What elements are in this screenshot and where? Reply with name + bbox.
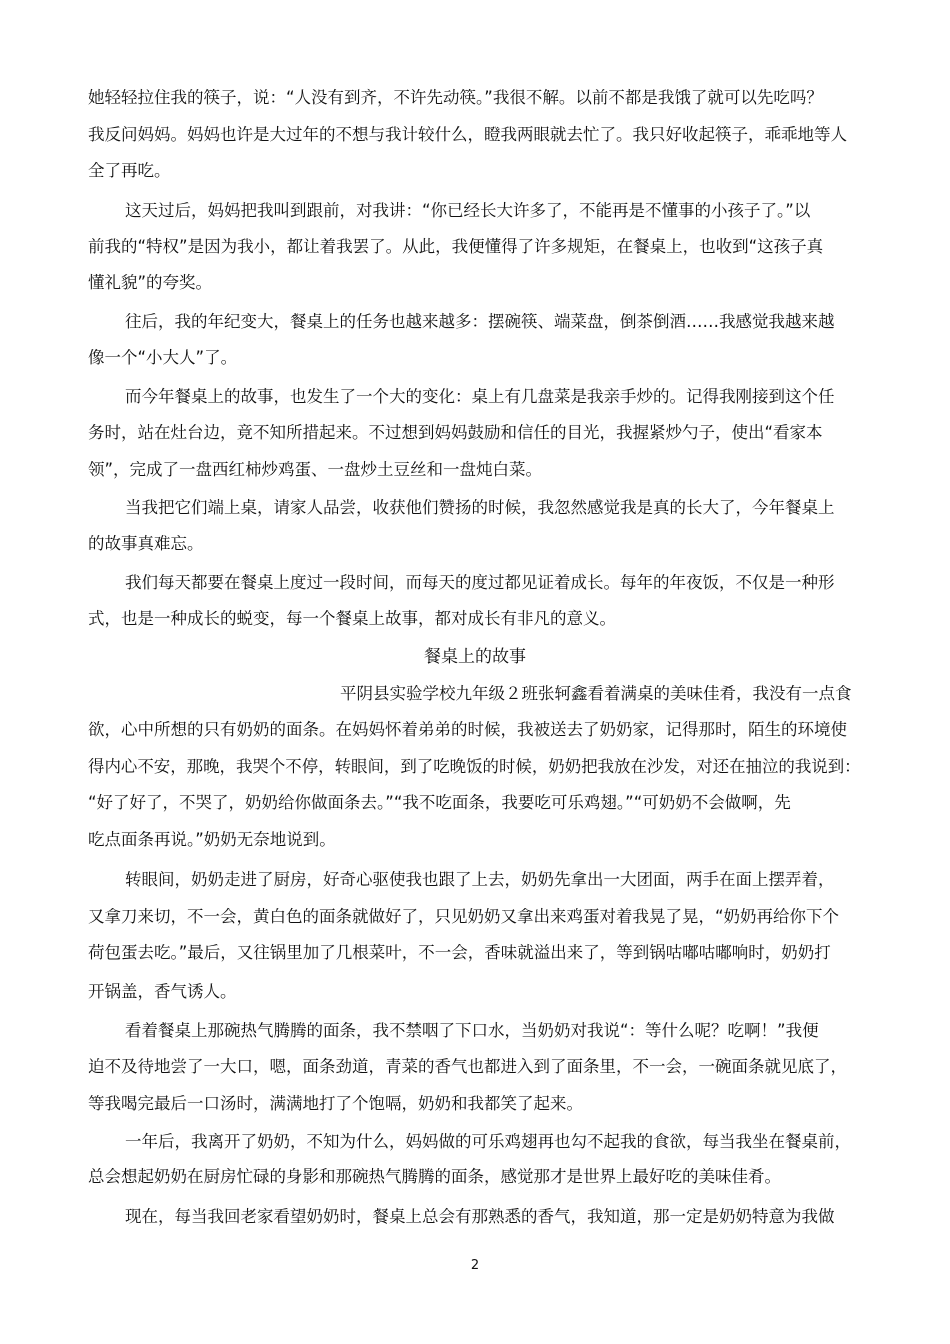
paragraph-line: 迫不及待地尝了一大口，嗯，面条劲道，青菜的香气也都进入到了面条里，不一会，一碗面条就见底了， — [88, 1057, 847, 1076]
page-number: 2 — [470, 1258, 480, 1273]
paragraph-line: 像一个“小大人”了。 — [88, 348, 238, 367]
paragraph-line: 转眼间，奶奶走进了厨房，好奇心驱使我也跟了上去，奶奶先拿出一大团面，两手在面上摆弄着， — [125, 870, 835, 889]
paragraph-line: 领”，完成了一盘西红柿炒鸡蛋、一盘炒土豆丝和一盘炖白菜。 — [88, 460, 543, 479]
paragraph-line: 式，也是一种成长的蜕变，每一个餐桌上故事，都对成长有非凡的意义。 — [88, 609, 616, 628]
paragraph-line: 看着餐桌上那碗热气腾腾的面条，我不禁咽了下口水，当奶奶对我说“：等什么呢？吃啊！”我便 — [125, 1021, 819, 1040]
paragraph-line: 懂礼貌”的夸奖。 — [88, 273, 213, 292]
essay-title: 餐桌上的故事 — [424, 647, 526, 667]
paragraph-line: 一年后，我离开了奶奶，不知为什么，妈妈做的可乐鸡翅再也勾不起我的食欲，每当我坐在餐桌前， — [125, 1132, 851, 1151]
paragraph-line: 的故事真难忘。 — [88, 534, 204, 553]
paragraph-line: 总会想起奶奶在厨房忙碌的身影和那碗热气腾腾的面条，感觉那才是世界上最好吃的美味佳肴。 — [88, 1167, 781, 1186]
paragraph-line: 平阴县实验学校九年级２班张轲鑫看着满桌的美味佳肴，我没有一点食 — [340, 684, 852, 703]
paragraph-line: “好了好了，不哭了，奶奶给你做面条去。”“我不吃面条，我要吃可乐鸡翅。”“可奶奶不会做啊，先 — [88, 793, 791, 812]
paragraph-line: 前我的“特权”是因为我小，都让着我罢了。从此，我便懂得了许多规矩，在餐桌上，也收到“这孩子真 — [88, 237, 824, 256]
paragraph-line: 现在，每当我回老家看望奶奶时，餐桌上总会有那熟悉的香气，我知道，那一定是奶奶特意为我做 — [125, 1207, 835, 1226]
paragraph-line: 吃点面条再说。”奶奶无奈地说到。 — [88, 830, 336, 849]
paragraph-line: 等我喝完最后一口汤时，满满地打了个饱嗝，奶奶和我都笑了起来。 — [88, 1094, 583, 1113]
paragraph-line: 往后，我的年纪变大，餐桌上的任务也越来越多：摆碗筷、端菜盘，倒茶倒酒……我感觉我越来越 — [125, 312, 835, 331]
paragraph-line: 全了再吃。 — [88, 161, 171, 180]
paragraph-line: 而今年餐桌上的故事，也发生了一个大的变化：桌上有几盘菜是我亲手炒的。记得我刚接到这个任 — [125, 387, 835, 406]
paragraph-line: 这天过后，妈妈把我叫到跟前，对我讲：“你已经长大许多了，不能再是不懂事的小孩子了。”以 — [125, 201, 811, 220]
paragraph-line: 我反问妈妈。妈妈也许是大过年的不想与我计较什么，瞪我两眼就去忙了。我只好收起筷子，乖乖地等人 — [88, 125, 847, 144]
paragraph-line: 欲，心中所想的只有奶奶的面条。在妈妈怀着弟弟的时候，我被送去了奶奶家，记得那时，陌生的环境使 — [88, 720, 847, 739]
paragraph-line: 荷包蛋去吃。”最后，又往锅里加了几根菜叶，不一会，香味就溢出来了，等到锅咕嘟咕嘟响时，奶奶打 — [88, 943, 831, 962]
paragraph-line: 又拿刀来切，不一会，黄白色的面条就做好了，只见奶奶又拿出来鸡蛋对着我晃了晃，“奶奶再给你下个 — [88, 907, 840, 926]
paragraph-line: 我们每天都要在餐桌上度过一段时间，而每天的度过都见证着成长。每年的年夜饭，不仅是一种形 — [125, 573, 835, 592]
paragraph-line: 开锅盖，香气诱人。 — [88, 982, 237, 1001]
paragraph-line: 务时，站在灶台边，竟不知所措起来。不过想到妈妈鼓励和信任的目光，我握紧炒勺子，使出“看家本 — [88, 423, 823, 442]
paragraph-line: 她轻轻拉住我的筷子，说：“人没有到齐，不许先动筷。”我很不解。以前不都是我饿了就可以先吃吗？ — [88, 88, 823, 107]
paragraph-line: 当我把它们端上桌，请家人品尝，收获他们赞扬的时候，我忽然感觉我是真的长大了，今年餐桌上 — [125, 498, 835, 517]
paragraph-line: 得内心不安，那晚，我哭个不停，转眼间，到了吃晚饭的时候，奶奶把我放在沙发，对还在抽泣的我说到： — [88, 757, 861, 776]
